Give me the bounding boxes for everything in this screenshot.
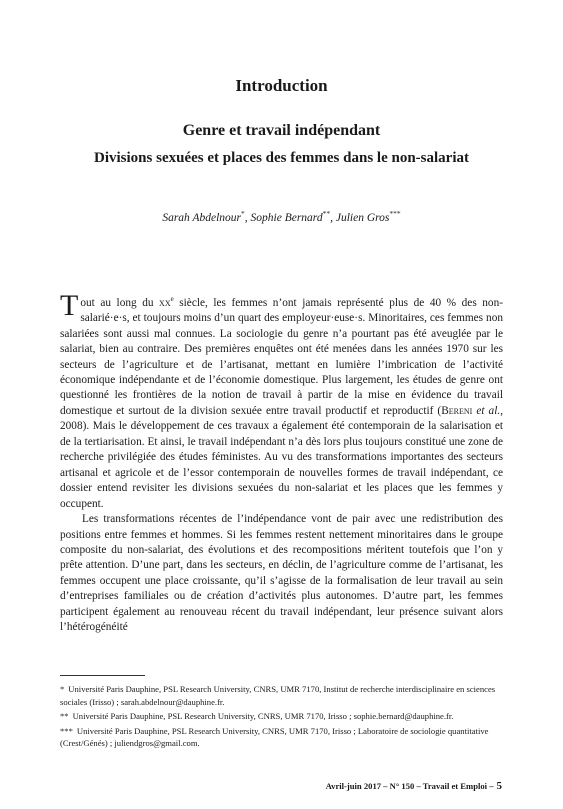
- drop-cap: T: [60, 289, 79, 322]
- paragraph-text: siècle, les femmes n’ont jamais représenté plus de 40 % des non-salarié·e·s, et toujours moins d’un quart des employeur·euse·s. Minoritaires, ces femmes non salariées sont aussi mal connues. La sociologie du genre n’a pourtant pas été aveuglée par le salariat, bien au contraire. Des premières enquêtes ont été menées dans les années 1970 sur les secteurs de l’agriculture et de l’artisanat, mettant en lumière l’imbrication de l’activité économique indépendante et de l’économie domestique. Plus largement, les études de genre ont questionné les frontières de la notion de travail à partir de la mise en évidence du travail domestique et surtout de la division sexuée entre travail productif et reproductif (: [60, 296, 503, 417]
- body-text: [60, 289, 504, 636]
- author-mark: *: [241, 209, 245, 218]
- citation-etal: et al.: [472, 404, 501, 417]
- footnote: [60, 683, 503, 708]
- footnote-text: Université Paris Dauphine, PSL Research University, CNRS, UMR 7170, Irisso ; Laboratoire de sociologie quantitative (Crest/Génés) ; juliendgros@gmail.com.: [60, 725, 489, 749]
- author-mark: ***: [389, 209, 401, 218]
- paragraph-text: out au long du: [80, 296, 160, 309]
- footnote-mark: ***: [60, 725, 73, 736]
- century-numeral: xx: [159, 296, 171, 309]
- footnote-text: Université Paris Dauphine, PSL Research University, CNRS, UMR 7170, Institut de recherche interdisciplinaire en sciences sociales (Irisso) ; sarah.abdelnour@dauphine.fr.: [60, 684, 496, 707]
- page-number: 5: [496, 780, 502, 792]
- paragraph-text: , 2008). Mais le développement de ces travaux a également été contemporain de la salarisation et de la tertiarisation. Et ainsi, le travail indépendant n’a dès lors plus toujours constitué une zone de recherche privilégiée des études féministes. Au vu des transformations importantes des secteurs artisanal et agricole et de l’essor contemporain de nouvelles formes de travail indépendant, ce dossier entend revisiter les divisions sexuées du non-salariat et les places que les femmes y occupent.: [60, 404, 504, 510]
- paragraph: [60, 289, 504, 512]
- author-name: Julien Gros: [335, 211, 390, 224]
- footnotes: [60, 683, 503, 752]
- journal-issue: Avril-juin 2017 – N° 150 – Travail et Emploi –: [325, 781, 494, 791]
- footnote-divider: [60, 675, 145, 676]
- footnote: [60, 725, 503, 750]
- footnote-mark: **: [60, 711, 69, 722]
- article-subtitle: Divisions sexuées et places des femmes dans le non-salariat: [94, 150, 469, 166]
- century-superscript: e: [170, 295, 174, 303]
- author-separator: ,: [244, 211, 251, 224]
- author-name: Sarah Abdelnour: [162, 211, 242, 224]
- author-name: Sophie Bernard: [250, 211, 323, 224]
- page-footer: [326, 780, 502, 792]
- paragraph: Les transformations récentes de l’indépendance vont de pair avec une redistribution des positions entre femmes et hommes. Si les femmes restent nettement minoritaires dans le groupe composite du non-salariat, des évolutions et des recompositions méritent toutefois que l’on y prête attention. D’une part, dans les secteurs, en déclin, de l’agriculture comme de l’artisanat, les femmes occupent une place croissante, qu’il s’agisse de la formalisation de leur travail au sein d’entreprises familiales ou de création d’activités plus autonomes. D’autre part, les femmes participent également au renouveau récent du travail indépendant, leur présence suivant alors l’hétérogénéité: [60, 513, 503, 634]
- footnote-text: Université Paris Dauphine, PSL Research University, CNRS, UMR 7170, Irisso ; sophie.bernard@dauphine.fr.: [72, 711, 454, 722]
- author-line: [0, 209, 563, 224]
- author-mark: **: [322, 209, 331, 218]
- footnote: [60, 710, 503, 723]
- section-heading: Introduction: [235, 76, 328, 95]
- citation-author: Bereni: [441, 404, 473, 417]
- footnote-mark: *: [60, 684, 65, 694]
- author-separator: ,: [330, 211, 336, 224]
- article-title: Genre et travail indépendant: [182, 122, 381, 139]
